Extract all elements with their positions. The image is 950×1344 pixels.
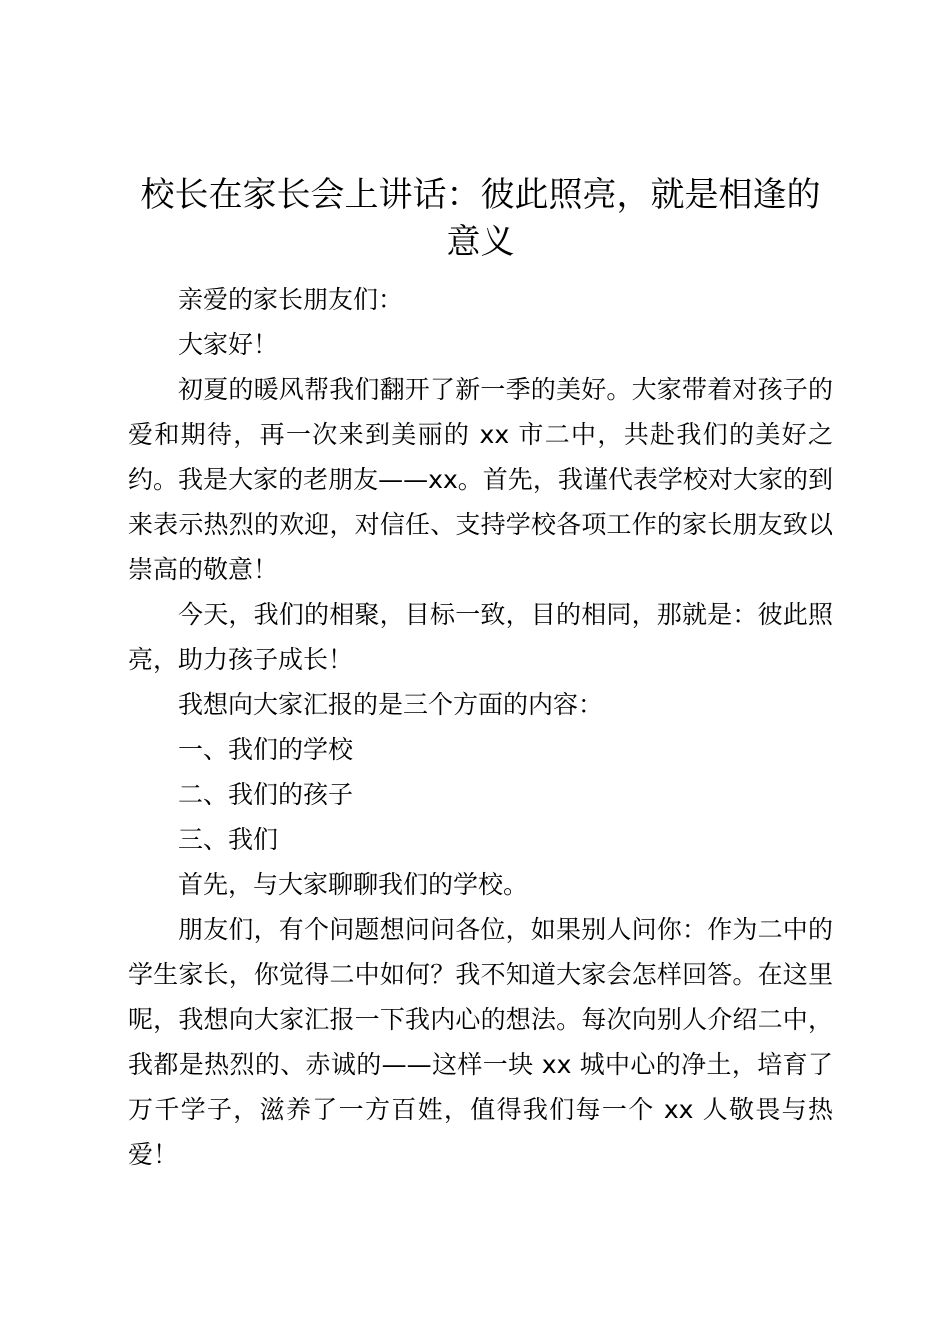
paragraph-purpose: 今天，我们的相聚，目标一致，目的相同，那就是：彼此照亮，助力孩子成长！ [128,600,833,674]
paragraph-school-intro: 首先，与大家聊聊我们的学校。 [178,870,529,899]
paragraph-outline-intro: 我想向大家汇报的是三个方面的内容： [178,690,604,719]
document-title: 校长在家长会上讲话：彼此照亮，就是相逢的意义 [140,175,821,262]
paragraph-welcome: 初夏的暖风帮我们翻开了新一季的美好。大家带着对孩子的爱和期待，再一次来到美丽的 xx 市二中，共赴我们的美好之约。我是大家的老朋友——xx。首先，我谨代表学校对大家的到来表示热烈的欢迎，对信任、支持学校各项工作的家长朋友致以崇高的敬意！ [128,375,833,584]
outline-item-school: 一、我们的学校 [178,735,354,764]
paragraph-greeting: 亲爱的家长朋友们： [178,285,404,314]
paragraph-school-thoughts: 朋友们，有个问题想问问各位，如果别人问你：作为二中的学生家长，你觉得二中如何？我不知道大家会怎样回答。在这里呢，我想向大家汇报一下我内心的想法。每次向别人介绍二中，我都是热烈的、赤诚的——这样一块 xx 城中心的净土，培育了万千学子，滋养了一方百姓，值得我们每一个 xx 人敬畏与热爱！ [128,915,833,1169]
outline-item-us: 三、我们 [178,825,279,854]
document-body [128,277,833,1177]
paragraph-hello: 大家好！ [178,330,279,359]
outline-item-children: 二、我们的孩子 [178,780,354,809]
